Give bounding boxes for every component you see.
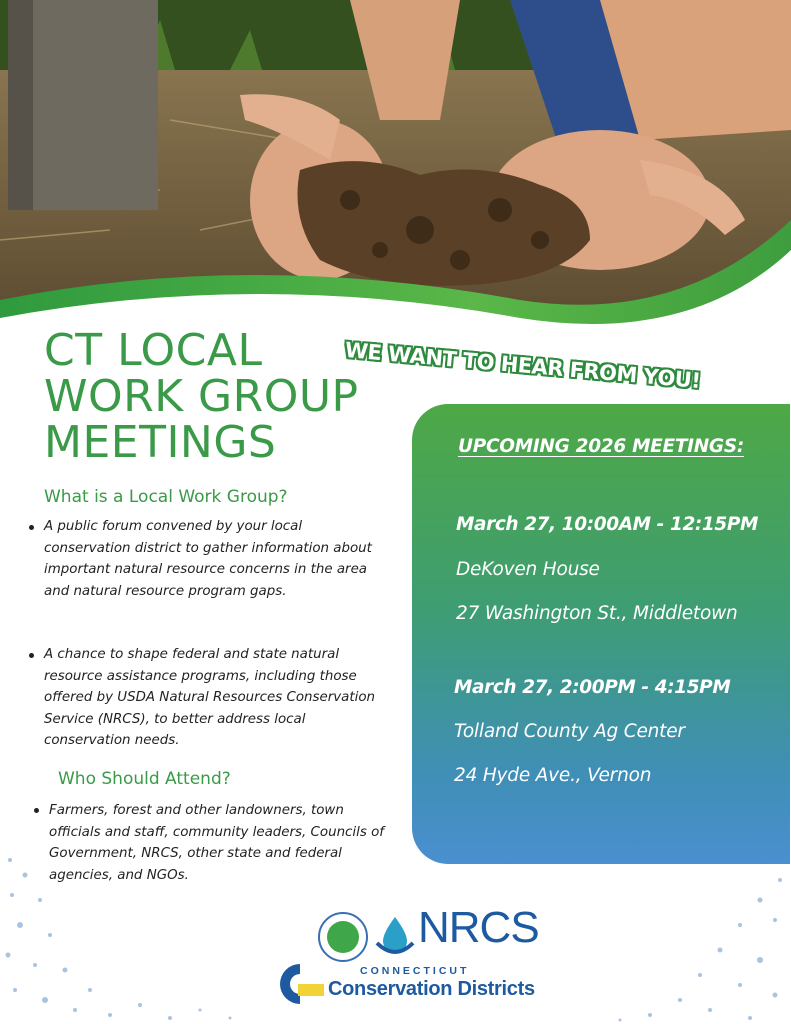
- bullet-dot: [29, 525, 34, 530]
- meeting-2-date: March 27, 2:00PM - 4:15PM: [454, 677, 731, 698]
- meetings-panel: [412, 404, 790, 864]
- banner-tagline: WE WANT TO HEAR FROM YOU!: [343, 338, 702, 393]
- what-bullet-1: [44, 516, 389, 602]
- nrcs-drop-icon: [375, 915, 415, 959]
- who-bullet-1-text: Farmers, forest and other landowners, town officials and staff, community leaders, Councils of Government, NRCS, other state and federal agencies, and NGOs.: [49, 803, 385, 883]
- what-bullet-1-text: A public forum convened by your local conservation district to gather information about important natural resource concerns in the area and natural resource program gaps.: [44, 519, 372, 599]
- title-line-1: CT LOCAL: [44, 325, 263, 376]
- meeting-1-address: 27 Washington St., Middletown: [456, 603, 738, 624]
- page-title: [44, 325, 359, 468]
- meeting-1-date: March 27, 10:00AM - 12:15PM: [456, 514, 759, 535]
- dot-pattern-right: [600, 870, 791, 1024]
- bullet-dot: [29, 653, 34, 658]
- ct-conservation-logo-icon: [270, 960, 326, 1006]
- meeting-1-venue: DeKoven House: [456, 559, 600, 580]
- soil-water-council-seal: [318, 912, 368, 962]
- meeting-2-venue: Tolland County Ag Center: [454, 721, 685, 742]
- title-line-2: WORK GROUP: [44, 371, 359, 422]
- nrcs-logo-text: NRCS: [418, 903, 539, 952]
- what-bullet-2-text: A chance to shape federal and state natural resource assistance programs, including those offered by USDA Natural Resources Conservation Service (NRCS), to better address local conservation needs.: [44, 647, 376, 748]
- bullet-dot: [34, 808, 39, 813]
- who-heading: Who Should Attend?: [58, 769, 231, 789]
- meeting-2-address: 24 Hyde Ave., Vernon: [454, 765, 652, 786]
- dot-pattern-left: [0, 840, 240, 1024]
- ct-small-text: CONNECTICUT: [360, 965, 470, 977]
- what-bullet-2: [44, 644, 394, 752]
- meetings-heading: UPCOMING 2026 MEETINGS:: [458, 436, 744, 457]
- ct-conservation-districts-text: Conservation Districts: [328, 978, 535, 1000]
- title-line-3: MEETINGS: [44, 417, 277, 468]
- what-heading: What is a Local Work Group?: [44, 487, 288, 507]
- hero-photo: [0, 0, 791, 330]
